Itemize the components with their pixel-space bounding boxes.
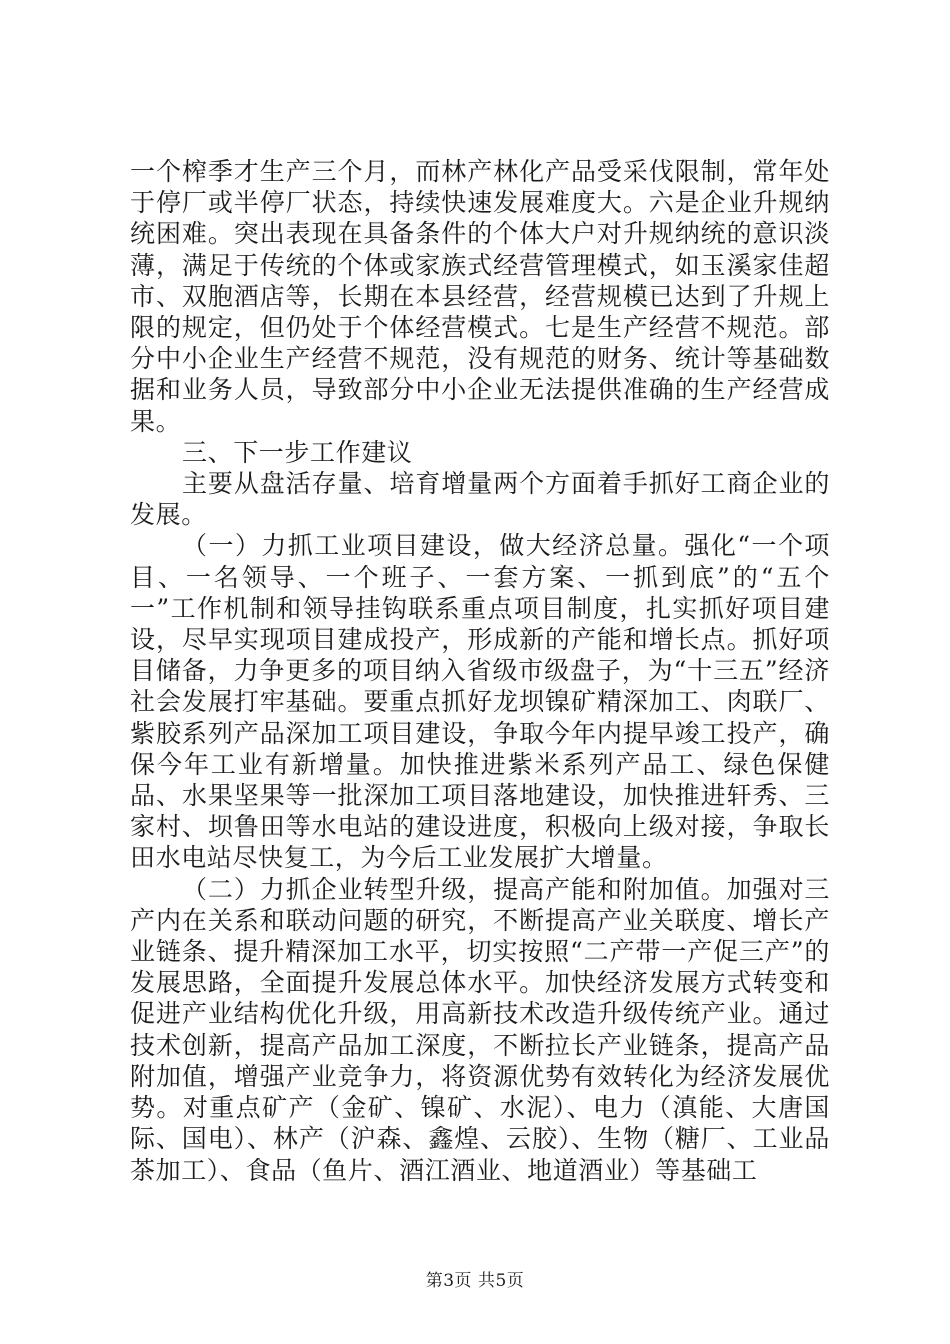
paragraph-continued: 一个榨季才生产三个月，而林产林化产品受采伐限制，常年处于停厂或半停厂状态，持续快速发展难度大。六是企业升规纳统困难。突出表现在具备条件的个体大户对升规纳统的意识淡薄，满足于传统的个体或家族式经营管理模式，如玉溪家佳超市、双胞酒店等，长期在本县经营，经营规模已达到了升规上限的规定，但仍处于个体经营模式。七是生产经营不规范。部分中小企业生产经营不规范，没有规范的财务、统计等基础数据和业务人员，导致部分中小企业无法提供准确的生产经营成果。 (130, 157, 830, 436)
paragraph-item-2: （二）力抓企业转型升级，提高产能和附加值。加强对三产内在关系和联动问题的研究，不断提高产业关联度、增长产业链条、提升精深加工水平，切实按照“二产带一产促三产”的发展思路，全面提升发展总体水平。加快经济发展方式转变和促进产业结构优化升级，用高新技术改造升级传统产业。通过技术创新，提高产品加工深度，不断拉长产业链条，提高产品附加值，增强产业竞争力，将资源优势有效转化为经济发展优势。对重点矿产（金矿、镍矿、水泥）、电力（滇能、大唐国际、国电）、林产（沪森、鑫煌、云胶）、生物（糖厂、工业品茶加工）、食品（鱼片、酒江酒业、地道酒业）等基础工 (130, 874, 830, 1185)
paragraph-intro: 主要从盘活存量、培育增量两个方面着手抓好工商企业的发展。 (130, 469, 830, 530)
paragraph-item-1: （一）力抓工业项目建设，做大经济总量。强化“一个项目、一名领导、一个班子、一套方案、一抓到底”的“五个一”工作机制和领导挂钩联系重点项目制度，扎实抓好项目建设，尽早实现项目建成投产，形成新的产能和增长点。抓好项目储备，力争更多的项目纳入省级市级盘子，为“十三五”经济社会发展打牢基础。要重点抓好龙坝镍矿精深加工、肉联厂、紫胶系列产品深加工项目建设，争取今年内提早竣工投产，确保今年工业有新增量。加快推进紫米系列产品工、绿色保健品、水果坚果等一批深加工项目落地建设，加快推进轩秀、三家村、坝鲁田等水电站的建设进度，积极向上级对接，争取长田水电站尽快复工，为今后工业发展扩大增量。 (130, 531, 830, 873)
document-body (130, 156, 830, 1186)
section-heading: 三、下一步工作建议 (182, 437, 413, 467)
page-number-footer: 第3页 共5页 (425, 1271, 525, 1291)
